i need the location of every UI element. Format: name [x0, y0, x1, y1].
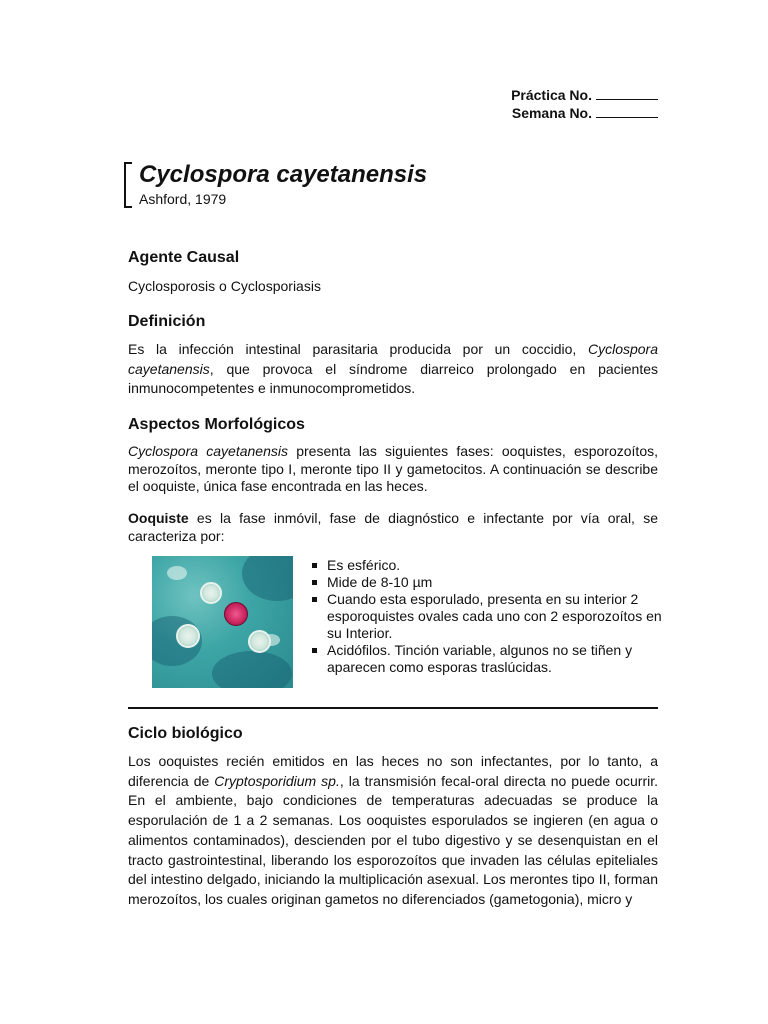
oocyst-cell: [200, 582, 222, 604]
title-bracket: [124, 162, 132, 208]
semana-label: Semana No.: [511, 105, 592, 121]
ciclo-text-1: Los ooquistes recién emitidos en las heces no son infectantes, por lo tanto, a diferencia de: [128, 753, 658, 789]
definicion-text-2: , que provoca el síndrome diarreico prolongado en pacientes inmunocompetentes e inmunocomprometidos.: [128, 360, 658, 396]
ciclo-heading: Ciclo biológico: [128, 725, 243, 742]
definicion-text: [128, 340, 658, 399]
section-ooquiste: [128, 510, 658, 545]
section-agente-causal: [128, 248, 658, 297]
list-item: Es esférico.: [312, 557, 672, 574]
semana-field: [511, 104, 658, 122]
morfologicos-heading: Aspectos Morfológicos: [128, 416, 305, 433]
oocyst-micrograph: [152, 556, 293, 688]
ooquiste-characteristics-list: [312, 557, 672, 676]
morfologicos-species: Cyclospora cayetanensis: [128, 443, 288, 459]
section-definicion: [128, 312, 658, 399]
header-fields: [511, 86, 658, 122]
oocyst-cell: [248, 630, 271, 653]
micrograph-shadow: [212, 651, 292, 688]
semana-blank: [596, 105, 658, 118]
stained-oocyst-cell: [224, 602, 248, 626]
ciclo-species: Cryptosporidium sp.: [214, 772, 340, 789]
morfologicos-text: [128, 443, 658, 496]
ciclo-text: [128, 752, 658, 910]
micrograph-shadow: [242, 556, 293, 601]
micrograph-spot: [167, 566, 187, 580]
practica-blank: [596, 87, 658, 100]
species-author: Ashford, 1979: [139, 191, 227, 207]
ooquiste-intro: [128, 510, 658, 545]
morfologicos-text-1: presenta las siguientes fases: ooquistes, esporozoítos, merozoítos, meronte tipo I, meronte tipo II y gametocitos. A continuación se describe el ooquiste, única fase encontrada en las heces.: [128, 443, 658, 494]
list-item: Cuando esta esporulado, presenta en su interior 2 esporoquistes ovales cada uno con 2 esporozoítos en su Interior.: [312, 591, 672, 642]
definicion-text-1: Es la infección intestinal parasitaria producida por un coccidio,: [128, 341, 588, 357]
species-title: Cyclospora cayetanensis: [139, 161, 428, 188]
definicion-heading: Definición: [128, 313, 206, 330]
oocyst-cell: [176, 624, 200, 648]
practica-label: Práctica No.: [511, 87, 592, 103]
definicion-species: Cyclospora cayetanensis: [128, 341, 658, 377]
agente-heading: Agente Causal: [128, 249, 240, 266]
list-item: Acidófilos. Tinción variable, algunos no se tiñen y aparecen como esporas traslúcidas.: [312, 642, 672, 676]
ooquiste-term: Ooquiste: [128, 510, 189, 526]
section-ciclo-biologico: [128, 724, 658, 910]
agente-text: Cyclosporosis o Cyclosporiasis: [128, 278, 321, 294]
practica-field: [511, 86, 658, 104]
section-divider: [128, 707, 658, 709]
section-aspectos-morfologicos: [128, 415, 658, 496]
list-item: Mide de 8-10 µm: [312, 574, 672, 591]
ciclo-text-2: , la transmisión fecal-oral directa no puede ocurrir. En el ambiente, bajo condiciones de temperaturas adecuadas se produce la esporulación de 1 a 2 semanas. Los ooquistes esporulados se ingieren (en agua o alimentos contaminados), descienden por el tubo digestivo y se desenquistan en el tracto gastrointestinal, liberando los esporozoítos que invaden las células epiteliales del intestino delgado, iniciando la multiplicación asexual. Los merontes tipo II, forman merozoítos, los cuales originan gametos no diferenciados (gametogonia), micro y: [128, 772, 658, 907]
ooquiste-text: es la fase inmóvil, fase de diagnóstico e infectante por vía oral, se caracteriza por:: [128, 510, 658, 544]
